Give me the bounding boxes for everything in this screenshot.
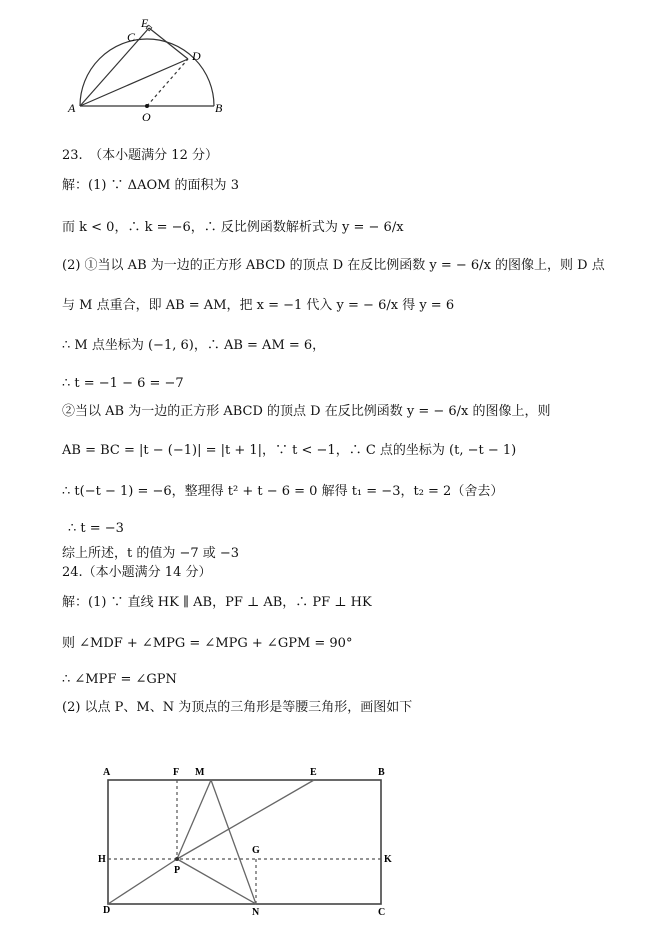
q23-line-2: 而 k < 0，∴ k = −6，∴ 反比例函数解析式为 y = − 6/x: [62, 220, 404, 235]
rectangle-figure: [95, 760, 405, 920]
label-G: G: [252, 845, 260, 856]
segment-OD-dashed: [147, 59, 188, 106]
label-F: F: [173, 767, 180, 778]
label-D: D: [192, 49, 201, 63]
label-E: E: [141, 16, 149, 30]
point-P: [175, 857, 179, 861]
label-B: B: [378, 767, 385, 778]
q23-line-4: 与 M 点重合，即 AB = AM，把 x = −1 代入 y = − 6/x 得 y = 6: [62, 298, 455, 313]
segment-PN: [177, 859, 256, 904]
rectangle-ABCD: [108, 780, 381, 904]
label-A: A: [103, 767, 111, 778]
q24-line-1: 解：(1) ∵ 直线 HK ∥ AB，PF ⊥ AB，∴ PF ⊥ HK: [62, 595, 372, 610]
label-N: N: [252, 907, 260, 918]
label-E: E: [310, 767, 317, 778]
q24-line-2: 则 ∠MDF + ∠MPG = ∠MPG + ∠GPM = 90°: [62, 636, 353, 651]
label-K: K: [384, 854, 392, 865]
label-B: B: [215, 101, 223, 115]
label-C: C: [378, 907, 386, 918]
segment-ED: [149, 28, 188, 59]
segment-AE: [80, 28, 149, 106]
label-O: O: [142, 110, 151, 124]
q23-line-5: ∴ M 点坐标为 (−1, 6)，∴ AB = AM = 6，: [62, 338, 326, 353]
segment-MN: [211, 780, 256, 904]
label-C: C: [127, 30, 136, 44]
q23-header: 23. （本小题满分 12 分）: [62, 148, 218, 163]
q23-line-8: AB = BC = |t − (−1)| = |t + 1|，∵ t < −1，∴ C 点的坐标为 (t, −t − 1): [62, 443, 517, 458]
label-A: A: [68, 101, 76, 115]
label-M: M: [195, 767, 205, 778]
label-H: H: [98, 854, 106, 865]
q24-header: 24.（本小题满分 14 分）: [62, 565, 212, 580]
segment-DP: [108, 859, 177, 904]
q23-line-1: 解：(1) ∵ ΔAOM 的面积为 3: [62, 178, 239, 193]
label-P: P: [174, 865, 181, 876]
q23-line-9: ∴ t(−t − 1) = −6，整理得 t² + t − 6 = 0 解得 t₁ = −3，t₂ = 2（舍去）: [62, 484, 504, 499]
q23-line-11: 综上所述，t 的值为 −7 或 −3: [62, 546, 240, 561]
semicircle-figure: [62, 14, 232, 124]
label-D: D: [103, 905, 111, 916]
q23-line-3: (2) ①当以 AB 为一边的正方形 ABCD 的顶点 D 在反比例函数 y = − 6/x 的图像上，则 D 点: [62, 258, 605, 273]
center-point: [145, 104, 149, 108]
q23-line-6: ∴ t = −1 − 6 = −7: [62, 376, 184, 391]
segment-PE: [177, 780, 314, 859]
q24-line-4: (2) 以点 P、M、N 为顶点的三角形是等腰三角形，画图如下: [62, 700, 413, 715]
q23-line-10: ∴ t = −3: [68, 521, 124, 536]
segment-AD: [80, 59, 188, 106]
q24-line-3: ∴ ∠MPF = ∠GPN: [62, 672, 177, 687]
q23-line-7: ②当以 AB 为一边的正方形 ABCD 的顶点 D 在反比例函数 y = − 6/x 的图像上，则: [62, 404, 551, 419]
segment-PM: [177, 780, 211, 859]
